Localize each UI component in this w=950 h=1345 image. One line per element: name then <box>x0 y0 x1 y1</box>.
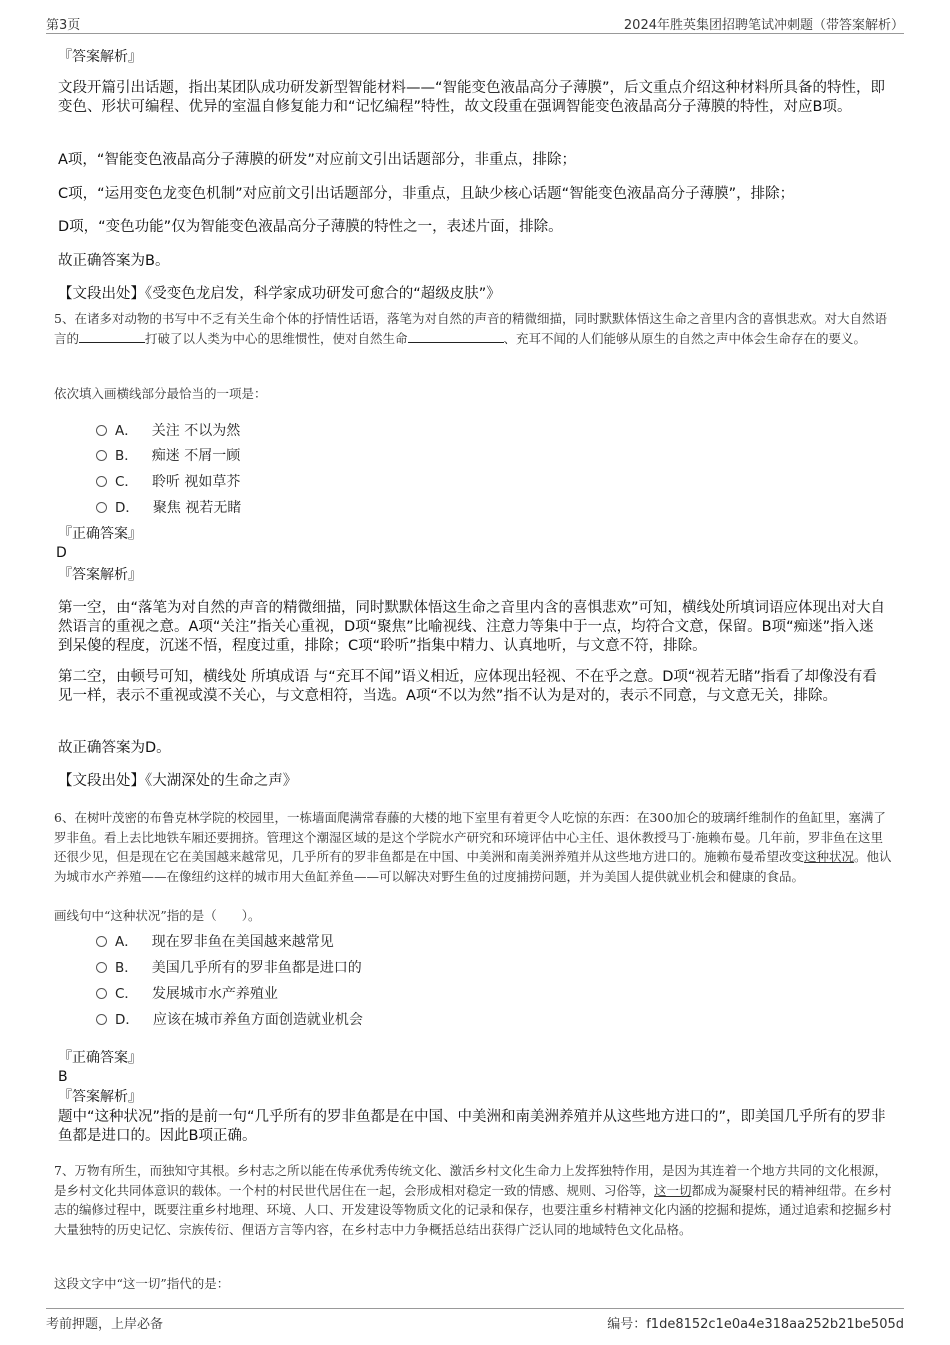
q4-conclusion: 故正确答案为B。 <box>58 253 170 269</box>
q4-option-a-analysis: A项，“智能变色液晶高分子薄膜的研发”对应前文引出话题部分，非重点，排除； <box>58 152 576 168</box>
q7-prompt: 这段文字中“这一切”指代的是： <box>54 1276 230 1291</box>
q6-answer-label: 『正确答案』 <box>58 1050 142 1066</box>
q5-analysis-label: 『答案解析』 <box>58 567 142 583</box>
q6-analysis-label: 『答案解析』 <box>58 1089 142 1105</box>
q7-stem: 7、万物有所生，而独知守其根。乡村志之所以能在传承优秀传统文化、激活乡村文化生命力上发挥独特作用，是因为其连着一个地方共同的文化根源，是乡村文化共同体意识的载体。一个村的村民世代居住在一起，会形成相对稳定一致的情感、规则、习俗等，这一切都成为凝聚村民的精神纽带。在乡村志的编修过程中，既要注重乡村地理、环境、人口、开发建设等物质文化的记录和保存，也要注重乡村精神文化内涵的挖掘和提炼，通过追索和挖掘乡村大量独特的历史记忆、宗族传衍、俚语方言等内容，在乡村志中力争概括总结出获得广泛认同的地域特色文化品格。 <box>54 1163 892 1237</box>
q5-blank-1 <box>79 330 145 343</box>
footer-divider <box>46 1308 904 1309</box>
page-footer <box>46 1313 904 1333</box>
q5-source: 【文段出处】《大湖深处的生命之声》 <box>58 773 298 789</box>
radio-icon[interactable] <box>96 962 107 973</box>
q6-option-a[interactable]: A． 现在罗非鱼在美国越来越常见 <box>96 930 334 950</box>
q5-option-c[interactable]: C． 聆听 视如草芥 <box>96 470 240 490</box>
q5-answer: D <box>56 545 67 561</box>
q5-conclusion: 故正确答案为D。 <box>58 740 171 756</box>
q5-stem: 5、在诸多对动物的书写中不乏有关生命个体的抒情性话语，落笔为对自然的声音的精微细描，同时默默体悟这生命之音里内含的喜惧悲欢。对大自然语言的 打破了以人类为中心的思维惯性，使对自然生命 、充耳不闻的人们能够从原生的自然之声中体会生命存在的要义。 <box>54 311 887 346</box>
footer-slogan: 考前押题，上岸必备 <box>46 1317 164 1332</box>
q5-option-a[interactable]: A． 关注 不以为然 <box>96 419 240 439</box>
q6-stem: 6、在树叶茂密的布鲁克林学院的校园里，一栋墙面爬满常春藤的大楼的地下室里有着更令人吃惊的东西：在300加仑的玻璃纤维制作的鱼缸里，塞满了罗非鱼。看上去比地铁车厢还要拥挤。管理这个潮湿区域的是这个学院水产研究和环境评估中心主任、退休教授马丁·施赖布曼。几年前，罗非鱼在这里还很少见，但是现在它在美国越来越常见，几乎所有的罗非鱼都是在中国、中美洲和南美洲养殖并从这些地方进口的。施赖布曼希望改变这种状况。他认为城市水产养殖——在像纽约这样的城市用大鱼缸养鱼——可以解决对野生鱼的过度捕捞问题，并为美国人提供就业机会和健康的食品。 <box>54 810 892 884</box>
q4-option-c-analysis: C项，“运用变色龙变色机制”对应前文引出话题部分，非重点，且缺少核心话题“智能变色液晶高分子薄膜”，排除； <box>58 186 795 202</box>
q5-option-d[interactable]: D． 聚焦 视若无睹 <box>96 496 241 516</box>
radio-icon[interactable] <box>96 988 107 999</box>
q5-prompt: 依次填入画横线部分最恰当的一项是： <box>54 386 267 401</box>
q6-prompt: 画线句中“这种状况”指的是（ ）。 <box>54 908 261 923</box>
q7-underlined-phrase: 这一切 <box>654 1182 692 1198</box>
q6-option-c[interactable]: C． 发展城市水产养殖业 <box>96 982 278 1002</box>
q6-option-d[interactable]: D． 应该在城市养鱼方面创造就业机会 <box>96 1008 363 1028</box>
q5-answer-label: 『正确答案』 <box>58 526 142 542</box>
q5-option-b[interactable]: B． 痴迷 不屑一顾 <box>96 444 240 464</box>
radio-icon[interactable] <box>96 425 107 436</box>
q6-answer: B <box>58 1069 68 1085</box>
page-header <box>46 12 904 32</box>
q4-option-d-analysis: D项，“变色功能”仅为智能变色液晶高分子薄膜的特性之一，表述片面，排除。 <box>58 219 563 235</box>
radio-icon[interactable] <box>96 936 107 947</box>
q6-analysis: 题中“这种状况”指的是前一句“几乎所有的罗非鱼都是在中国、中美洲和南美洲养殖并从这些地方进口的”，即美国几乎所有的罗非鱼都是进口的。因此B项正确。 <box>58 1109 886 1144</box>
q5-analysis-2: 第二空，由顿号可知，横线处 所填成语 与“充耳不闻”语义相近，应体现出轻视、不在乎之意。D项“视若无睹”指看了却像没有看见一样，表示不重视或漠不关心，与文意相符，当选。A项“不以为然”指不认为是对的，表示不同意，与文意无关，排除。 <box>58 669 877 704</box>
header-divider <box>46 33 904 34</box>
radio-icon[interactable] <box>96 502 107 513</box>
radio-icon[interactable] <box>96 450 107 461</box>
q6-underlined-phrase: 这种状况 <box>804 849 855 864</box>
q4-analysis-paragraph: 文段开篇引出话题，指出某团队成功研发新型智能材料——“智能变色液晶高分子薄膜”，后文重点介绍这种材料所具备的特性，即变色、形状可编程、优异的室温自修复能力和“记忆编程”特性，故文段重在强调智能变色液晶高分子薄膜的特性，对应B项。 <box>58 80 886 115</box>
q4-analysis-label: 『答案解析』 <box>58 49 142 65</box>
page-number: 第3页 <box>46 18 81 33</box>
q5-blank-2 <box>408 330 504 343</box>
radio-icon[interactable] <box>96 476 107 487</box>
document-code: 编号：f1de8152c1e0a4e318aa252b21be505d <box>607 1317 904 1332</box>
q5-analysis-1: 第一空，由“落笔为对自然的声音的精微细描，同时默默体悟这生命之音里内含的喜惧悲欢”可知，横线处所填词语应体现出对大自然语言的重视之意。A项“关注”指关心重视，D项“聚焦”比喻视线、注意力等集中于一点，均符合文意，保留。B项“痴迷”指入迷到呆傻的程度，沉迷不悟，程度过重，排除；C项“聆听”指集中精力、认真地听，与文意不符，排除。 <box>58 600 886 654</box>
document-title: 2024年胜英集团招聘笔试冲刺题（带答案解析） <box>623 18 904 33</box>
radio-icon[interactable] <box>96 1014 107 1025</box>
q6-option-b[interactable]: B． 美国几乎所有的罗非鱼都是进口的 <box>96 956 362 976</box>
q4-source: 【文段出处】《受变色龙启发，科学家成功研发可愈合的“超级皮肤”》 <box>58 286 501 302</box>
